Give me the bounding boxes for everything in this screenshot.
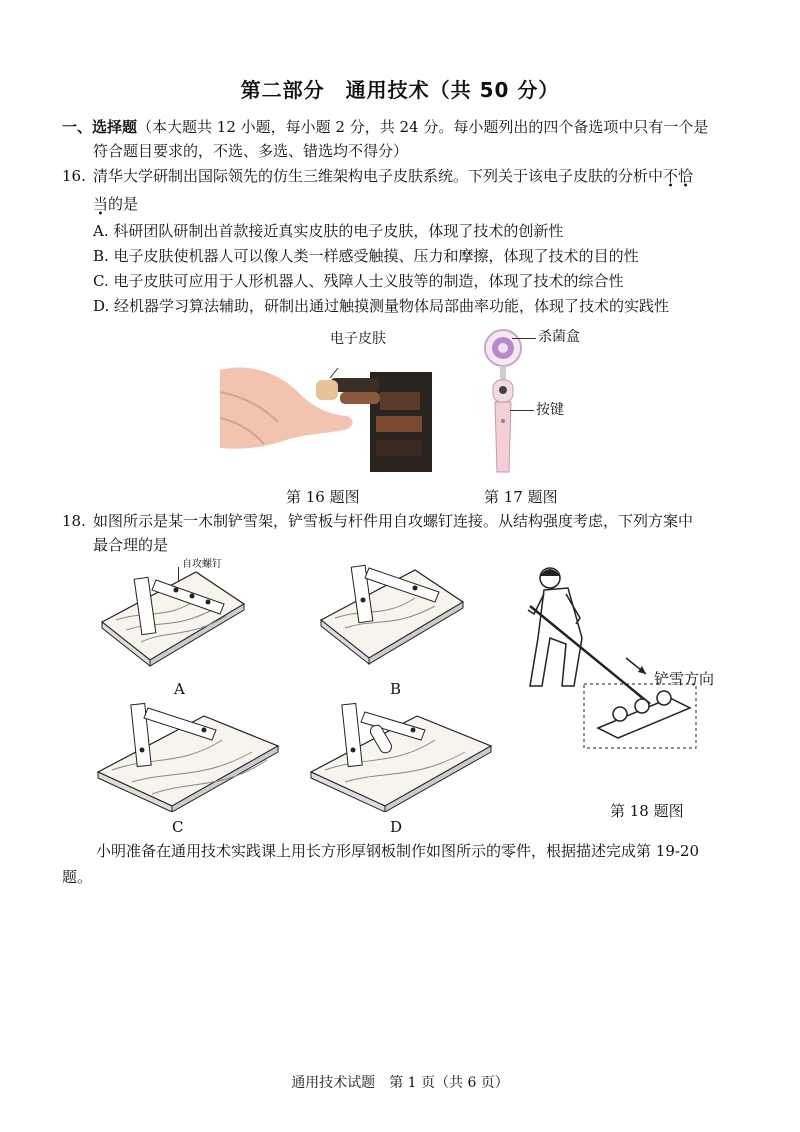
option-d-label: D (390, 818, 403, 836)
option-a-label: A (174, 680, 185, 698)
fig17-caption: 第 17 题图 (484, 488, 558, 506)
option-a-drawing (96, 560, 246, 670)
q16-option-b: B. 电子皮肤使机器人可以像人类一样感受触摸、压力和摩擦，体现了技术的目的性 (93, 247, 639, 265)
fig17-label-mid: 按键 (536, 402, 564, 418)
intro19-line-2: 题。 (62, 868, 93, 886)
direction-label: 铲雪方向 (654, 670, 715, 688)
page-footer: 通用技术试题 第 1 页（共 6 页） (291, 1075, 509, 1091)
figure-17-device (478, 326, 528, 476)
section-instruction-1: （本大题共 12 小题，每小题 2 分，共 24 分。每小题列出的四个备选项中只有一个是 (137, 118, 709, 136)
fig17-leader-line-2 (510, 410, 534, 411)
q16-stem-line-1 (93, 166, 693, 186)
section-line-1 (62, 117, 708, 137)
fig17-leader-line-1 (512, 338, 536, 339)
finger-and-robot-hand-image (220, 332, 432, 474)
section-instruction-2: 符合题目要求的，不选、多选、错选均不得分） (93, 142, 409, 160)
option-b-label: B (390, 680, 402, 698)
fig16-label: 电子皮肤 (330, 331, 386, 347)
fig18-caption: 第 18 题图 (610, 802, 684, 820)
q16-option-d: D. 经机器学习算法辅助，研制出通过触摸测量物体局部曲率功能，体现了技术的实践性 (93, 297, 670, 315)
q16-stem-text: 清华大学研制出国际领先的仿生三维架构电子皮肤系统。下列关于该电子皮肤的分析中 (93, 167, 664, 185)
option-d-drawing (305, 700, 495, 812)
q16-number: 16. (62, 167, 86, 185)
emphasis-char-2: 恰 (678, 167, 694, 185)
q16-option-c: C. 电子皮肤可应用于人形机器人、残障人士义肢等的制造，体现了技术的综合性 (93, 272, 624, 290)
sterilizer-toothbrush-image (478, 326, 528, 476)
intro19-line-1: 小明准备在通用技术实践课上用长方形厚钢板制作如图所示的零件，根据描述完成第 19-20 (96, 842, 700, 860)
q18-number: 18. (62, 512, 86, 530)
part-title: 第二部分 通用技术（共 50 分） (240, 78, 560, 102)
q18-stem-line-2: 最合理的是 (93, 536, 169, 554)
q16-stem-line-2 (93, 194, 138, 214)
emphasis-char-1: 不 (663, 167, 679, 185)
option-c-label: C (172, 818, 184, 836)
option-c-drawing (92, 700, 282, 812)
emphasis-char-3: 当 (93, 195, 109, 213)
q16-stem-text-2: 的是 (108, 195, 139, 213)
option-b-drawing (315, 558, 465, 668)
q16-option-a: A. 科研团队研制出首款接近真实皮肤的电子皮肤，体现了技术的创新性 (93, 222, 564, 240)
figure-16-photo (220, 332, 432, 474)
fig16-caption: 第 16 题图 (286, 488, 360, 506)
section-heading: 一、选择题 (62, 118, 138, 136)
screw-leader-line (178, 567, 179, 581)
figure-18-snow-shoveler (520, 558, 700, 758)
q18-stem-line-1: 如图所示是某一木制铲雪架，铲雪板与杆件用自攻螺钉连接。从结构强度考虑，下列方案中 (93, 512, 694, 530)
fig17-label-top: 杀菌盒 (538, 329, 580, 345)
screw-label: 自攻螺钉 (182, 559, 222, 570)
